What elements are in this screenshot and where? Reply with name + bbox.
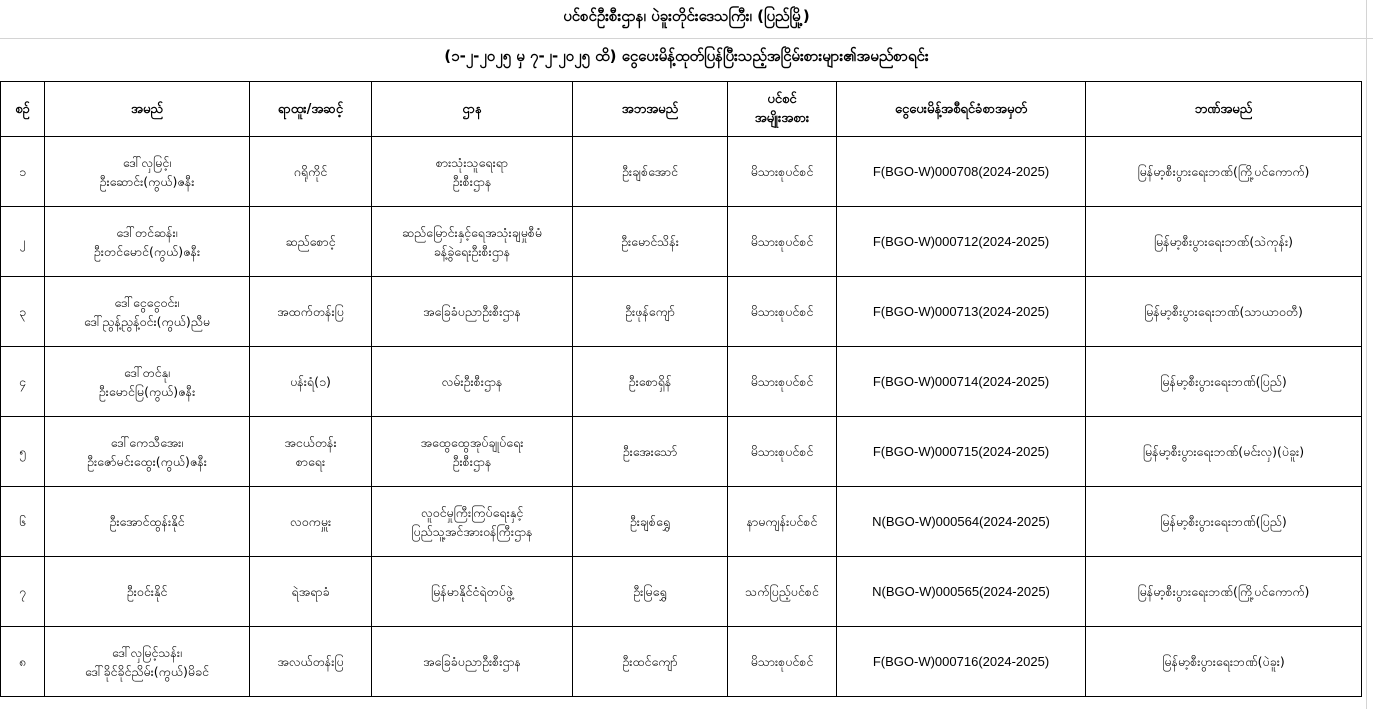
cell-line: ဒေါ်တင်နု၊ <box>124 364 170 380</box>
cell-no: ၅ <box>1 417 45 487</box>
cell-father-name: ဦးချစ်ရွှေ <box>573 487 728 557</box>
cell-line: အလယ်တန်းပြ <box>277 654 344 669</box>
cell-line: ဦးအောင်ထွန်းနိုင် <box>109 514 185 529</box>
cell-line: မြန်မာနိုင်ငံရဲတပ်ဖွဲ့ <box>431 584 513 599</box>
cell-father-name: ဦးချစ်အောင် <box>573 137 728 207</box>
table-row <box>1 347 1362 417</box>
page-subtitle: (၁-၂-၂၀၂၅ မှ ၇-၂-၂၀၂၅ ထိ) ငွေပေးမိန့်ထုတ်ပြန်ပြီးသည့်အငြိမ်းစားများ၏အမည်စာရင်း <box>444 47 929 65</box>
cell-father-name: ဦးစောရှိန် <box>573 347 728 417</box>
cell-father-name: ဦးမောင်သိန်း <box>573 207 728 277</box>
cell-pension-type: မိသားစုပင်စင် <box>728 627 837 697</box>
cell-department <box>372 347 573 417</box>
cell-bank: မြန်မာ့စီးပွားရေးဘဏ်(ကြို့ပင်ကောက်) <box>1086 557 1362 627</box>
cell-pension-type: နာမကျန်းပင်စင် <box>728 487 837 557</box>
cell-line: အမည် <box>131 101 163 117</box>
cell-line: ဦးစီးဌာန <box>452 173 492 189</box>
cell-department <box>372 557 573 627</box>
divider <box>0 38 1373 39</box>
cell-line: ဒေါ်လှမြင့်သန်း၊ <box>111 644 183 660</box>
table-row <box>1 627 1362 697</box>
cell-line: ဘဏ်အမည် <box>1194 101 1253 117</box>
cell-rank <box>250 347 372 417</box>
cell-pension-type: မိသားစုပင်စင် <box>728 347 837 417</box>
cell-line: ဒေါ်ခိုင်ခိုင်ညိမ်း(ကွယ်)မိခင် <box>84 663 209 679</box>
pension-table <box>0 81 1362 697</box>
cell-bank: မြန်မာ့စီးပွားရေးဘဏ်(ပဲခူး) <box>1086 627 1362 697</box>
cell-line: ဦးဇော်မင်းထွေး(ကွယ်)ဇနီး <box>87 453 207 469</box>
header-department <box>372 82 573 137</box>
cell-line: ဆည်စောင့် <box>285 234 336 249</box>
cell-no: ၈ <box>1 627 45 697</box>
cell-bank: မြန်မာ့စီးပွားရေးဘဏ်(ပြည်) <box>1086 487 1362 557</box>
cell-line: အဘအမည် <box>621 101 679 117</box>
cell-name <box>45 557 250 627</box>
cell-department <box>372 417 573 487</box>
cell-rank <box>250 417 372 487</box>
cell-line: ရာထူး/အဆင့် <box>277 101 344 117</box>
cell-bank: မြန်မာ့စီးပွားရေးဘဏ်(ပြည်) <box>1086 347 1362 417</box>
cell-line: ပန်းရံ(၁) <box>290 374 331 389</box>
table-body <box>1 137 1362 697</box>
cell-line: ဆည်မြောင်းနှင့်ရေအသုံးချမှုစီမံ <box>401 224 543 240</box>
cell-line: ဦးတင်မောင်(ကွယ်)ဇနီး <box>93 243 201 259</box>
cell-line: ငွေပေးမိန့်အစီရင်ခံစာအမှတ် <box>894 101 1028 117</box>
table-row <box>1 137 1362 207</box>
cell-rank <box>250 487 372 557</box>
cell-report-number: F(BGO-W)000708(2024-2025) <box>837 137 1086 207</box>
cell-report-number: N(BGO-W)000565(2024-2025) <box>837 557 1086 627</box>
cell-line: ဒေါ်လှမြင့်၊ <box>122 154 172 170</box>
cell-line: အငယ်တန်း <box>284 434 337 450</box>
cell-report-number: F(BGO-W)000715(2024-2025) <box>837 417 1086 487</box>
cell-line: အခြေခံပညာဦးစီးဌာန <box>423 304 521 319</box>
cell-name <box>45 137 250 207</box>
cell-department <box>372 627 573 697</box>
cell-bank: မြန်မာ့စီးပွားရေးဘဏ်(ကြို့ပင်ကောက်) <box>1086 137 1362 207</box>
header-no <box>1 82 45 137</box>
header-bank <box>1086 82 1362 137</box>
cell-father-name: ဦးအေးသော် <box>573 417 728 487</box>
cell-report-number: F(BGO-W)000713(2024-2025) <box>837 277 1086 347</box>
table-row <box>1 207 1362 277</box>
cell-line: ရဲအရာခံ <box>291 584 330 599</box>
cell-line: ဦးမောင်မြ(ကွယ်)ဇနီး <box>98 383 196 399</box>
cell-line: ခန့်ခွဲရေးဦးစီးဌာန <box>433 243 511 259</box>
cell-line: စဉ် <box>15 101 30 117</box>
cell-report-number: F(BGO-W)000712(2024-2025) <box>837 207 1086 277</box>
cell-line: အထက်တန်းပြ <box>277 304 344 319</box>
table-header-row <box>1 82 1362 137</box>
cell-rank <box>250 137 372 207</box>
cell-father-name: ဦးထင်ကျော် <box>573 627 728 697</box>
cell-no: ၂ <box>1 207 45 277</box>
cell-department <box>372 487 573 557</box>
cell-name <box>45 277 250 347</box>
cell-pension-type: မိသားစုပင်စင် <box>728 417 837 487</box>
cell-pension-type: သက်ပြည့်ပင်စင် <box>728 557 837 627</box>
page-title: ပင်စင်ဦးစီးဌာန၊ ပဲခူးတိုင်းဒေသကြီး၊ (ပြည်မြို့) <box>563 7 810 25</box>
cell-line: အခြေခံပညာဦးစီးဌာန <box>423 654 521 669</box>
cell-bank: မြန်မာ့စီးပွားရေးဘဏ်(မင်းလှ)(ပဲခူး) <box>1086 417 1362 487</box>
cell-pension-type: မိသားစုပင်စင် <box>728 277 837 347</box>
cell-line: လူဝင်မှုကြီးကြပ်ရေးနှင့် <box>420 504 524 520</box>
header-name <box>45 82 250 137</box>
cell-no: ၃ <box>1 277 45 347</box>
cell-name <box>45 347 250 417</box>
cell-father-name: ဦးဖုန်ကျော် <box>573 277 728 347</box>
cell-name <box>45 207 250 277</box>
cell-pension-type: မိသားစုပင်စင် <box>728 207 837 277</box>
cell-line: ဒေါ်ညွန့်ညွန့်ဝင်း(ကွယ်)ညီမ <box>83 313 211 329</box>
table-row <box>1 487 1362 557</box>
cell-line: ဌာန <box>462 101 482 117</box>
cell-no: ၆ <box>1 487 45 557</box>
cell-bank: မြန်မာ့စီးပွားရေးဘဏ်(သာယာဝတီ) <box>1086 277 1362 347</box>
cell-line: ဒေါ်ငွေငွေဝင်း၊ <box>114 294 180 310</box>
cell-line: ပြည်သူ့အင်အားဝန်ကြီးဌာန <box>411 523 533 539</box>
cell-name <box>45 487 250 557</box>
cell-line: ဂရိုကိုင် <box>293 164 328 179</box>
cell-report-number: F(BGO-W)000714(2024-2025) <box>837 347 1086 417</box>
cell-line: ဒေါ်တင်ဆန်း၊ <box>116 224 178 240</box>
cell-line: လမ်းဦးစီးဌာန <box>441 374 503 389</box>
cell-department <box>372 207 573 277</box>
cell-line: ပင်စင် <box>767 92 797 107</box>
divider <box>1366 0 1367 709</box>
cell-department <box>372 137 573 207</box>
header-pension-type <box>728 82 837 137</box>
cell-name <box>45 627 250 697</box>
cell-line: ဦးဝင်းနိုင် <box>126 584 168 599</box>
cell-line: စာရေး <box>295 453 326 469</box>
cell-no: ၄ <box>1 347 45 417</box>
cell-line: ဒေါ်ကေသီအေး၊ <box>110 434 184 450</box>
cell-line: ဦးစီးဌာန <box>452 453 492 469</box>
cell-rank <box>250 207 372 277</box>
cell-father-name: ဦးမြရွှေ <box>573 557 728 627</box>
header-rank <box>250 82 372 137</box>
header-father-name <box>573 82 728 137</box>
cell-name <box>45 417 250 487</box>
cell-pension-type: မိသားစုပင်စင် <box>728 137 837 207</box>
table-row <box>1 417 1362 487</box>
cell-rank <box>250 277 372 347</box>
cell-bank: မြန်မာ့စီးပွားရေးဘဏ်(သဲကုန်း) <box>1086 207 1362 277</box>
cell-report-number: F(BGO-W)000716(2024-2025) <box>837 627 1086 697</box>
table-row <box>1 557 1362 627</box>
cell-line: အမျိုးအစား <box>754 111 810 126</box>
header-report-number <box>837 82 1086 137</box>
cell-line: လဝကမှူး <box>289 514 332 529</box>
cell-report-number: N(BGO-W)000564(2024-2025) <box>837 487 1086 557</box>
cell-line: ဦးဆောင်း(ကွယ်)ဇနီး <box>99 173 195 189</box>
cell-no: ၇ <box>1 557 45 627</box>
cell-line: စားသုံးသူရေးရာ <box>435 154 509 170</box>
cell-no: ၁ <box>1 137 45 207</box>
cell-rank <box>250 557 372 627</box>
table-row <box>1 277 1362 347</box>
cell-line: အထွေထွေအုပ်ချုပ်ရေး <box>420 434 524 450</box>
cell-department <box>372 277 573 347</box>
cell-rank <box>250 627 372 697</box>
